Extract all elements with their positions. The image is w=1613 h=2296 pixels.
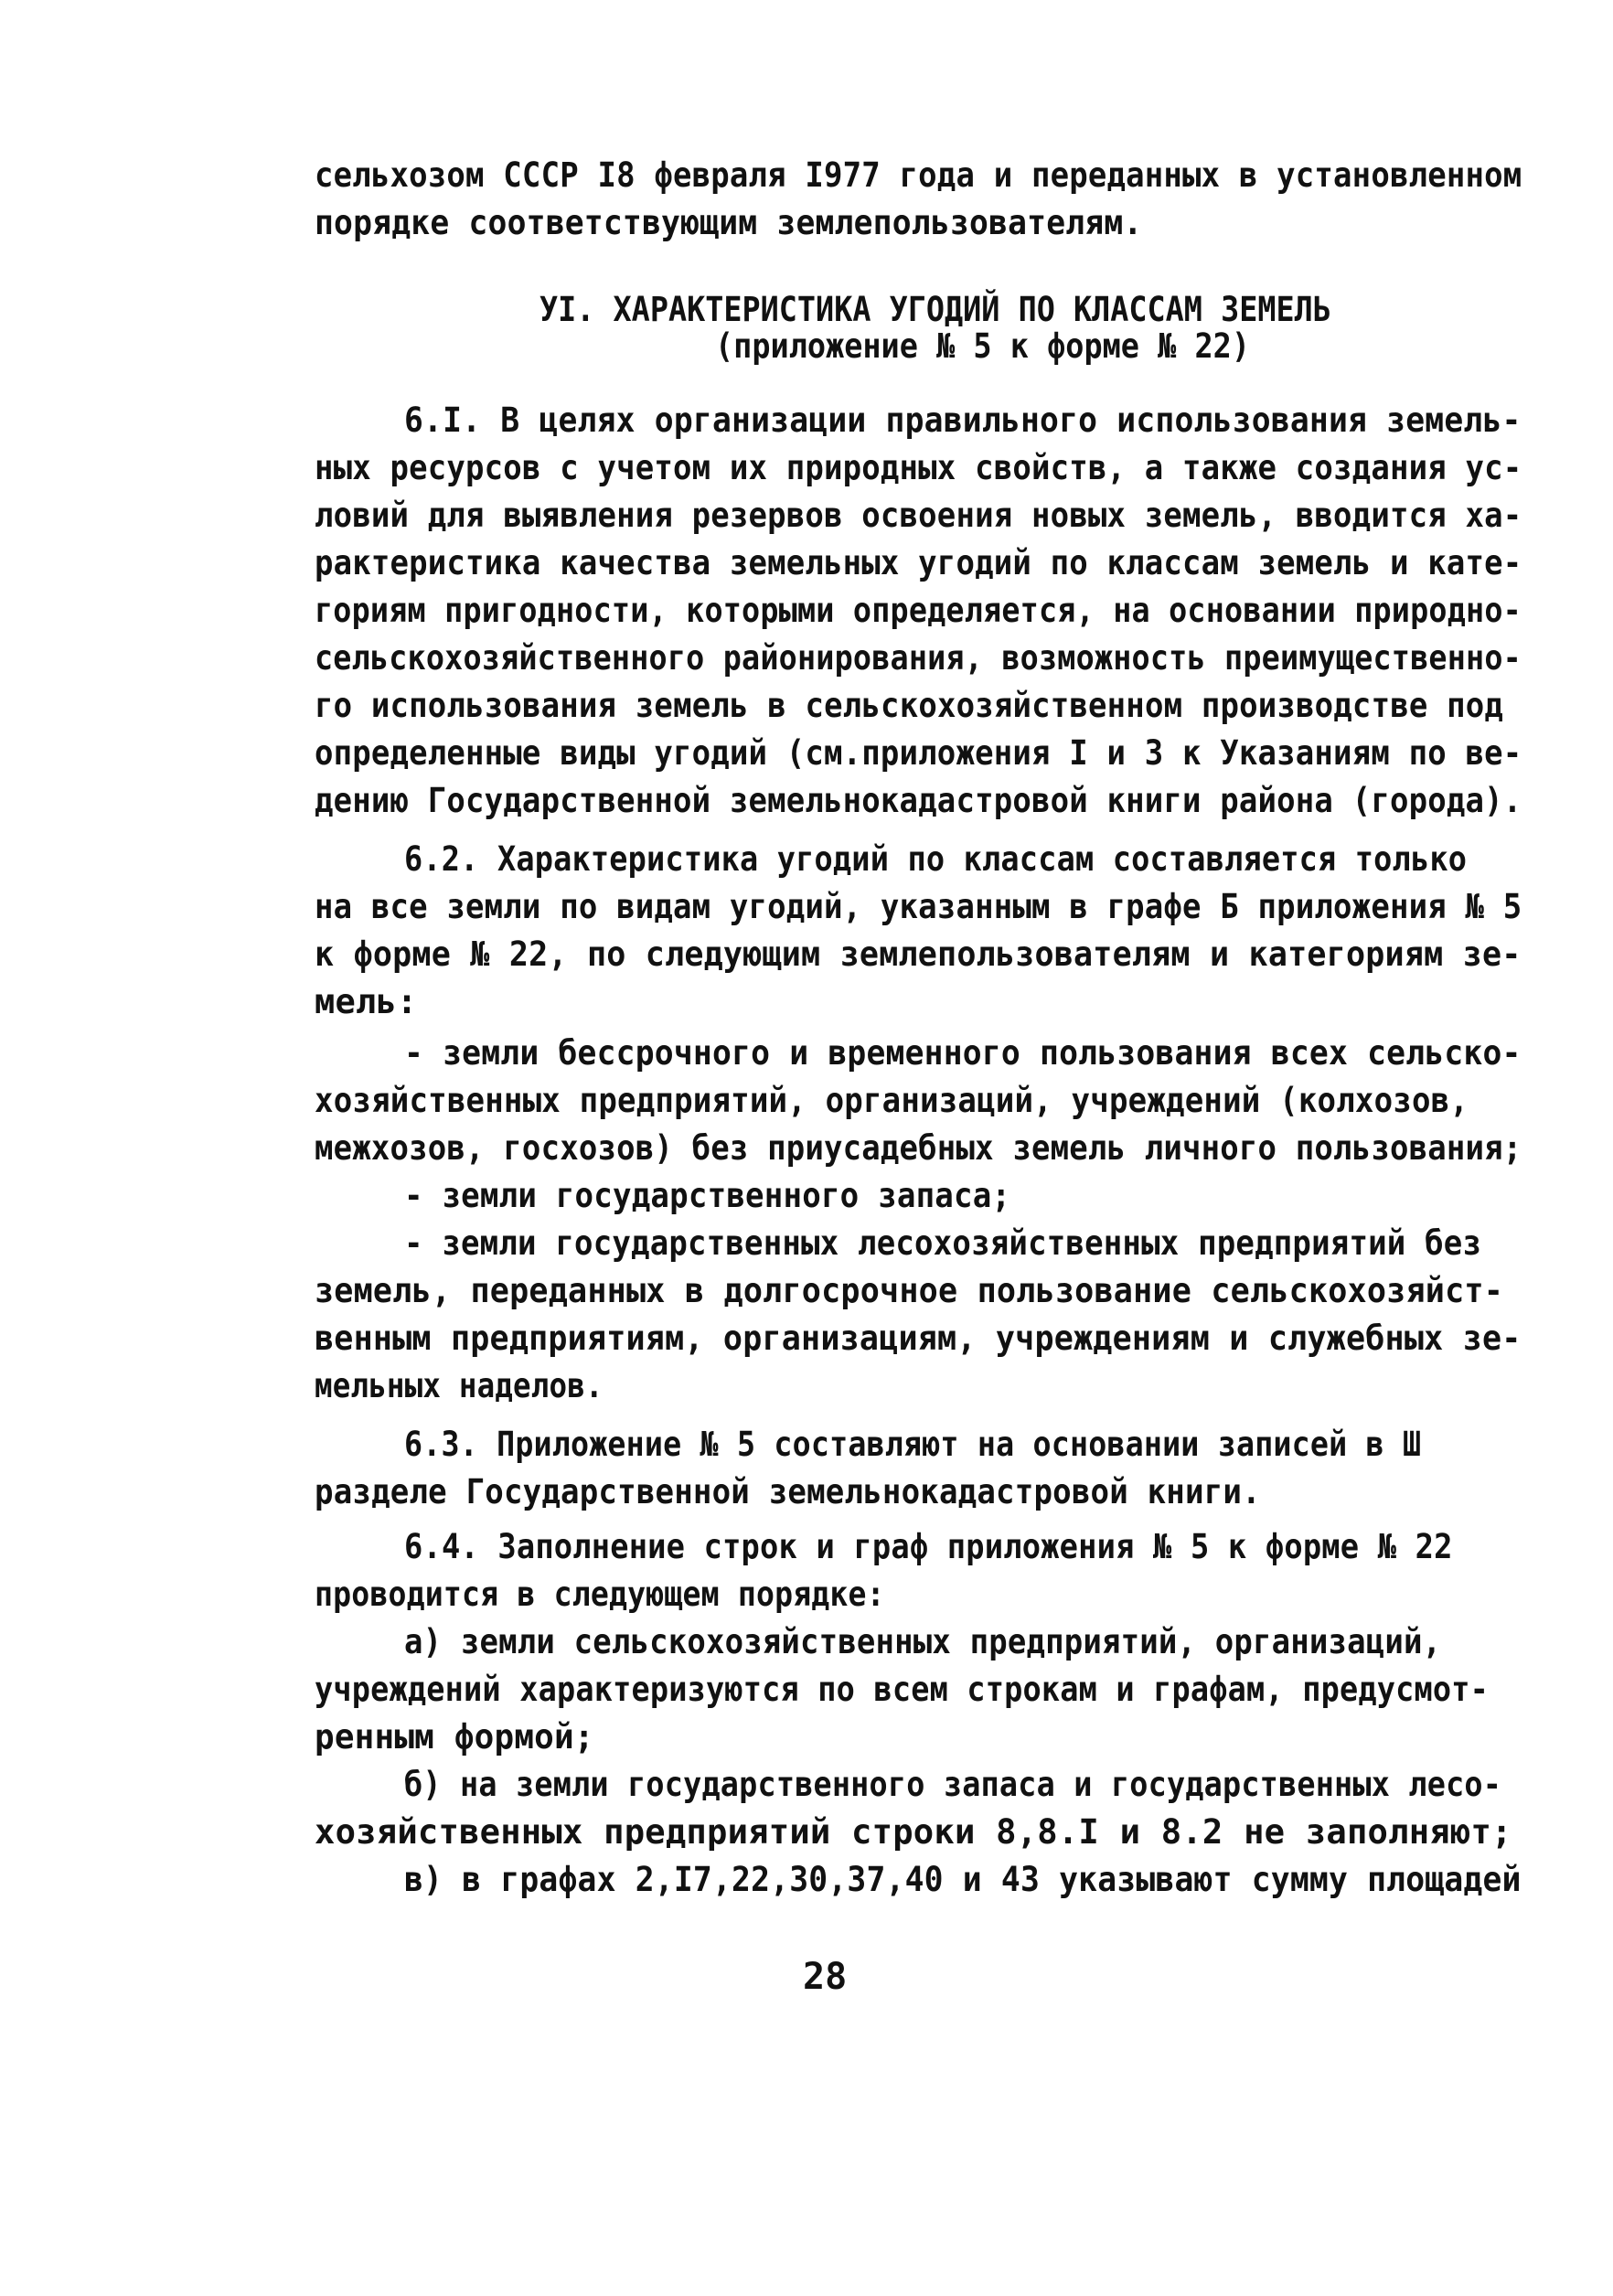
list-item-line: мельных наделов. — [315, 1366, 604, 1405]
intro-line: сельхозом СССР I8 февраля I977 года и переданных в установленном — [315, 155, 1522, 195]
paragraph-6-2-line: 6.2. Характеристика угодий по классам составляется только — [404, 839, 1468, 879]
paragraph-6-2-line: на все земли по видам угодий, указанным в графе Б приложения № 5 — [315, 887, 1522, 926]
paragraph-6-1-line: дению Государственной земельнокадастровой книги района (города). — [315, 781, 1522, 820]
paragraph-6-3-line: разделе Государственной земельнокадастровой книги. — [315, 1472, 1261, 1511]
list-item-line: - земли государственного запаса; — [404, 1176, 1011, 1215]
paragraph-6-1-line: гориям пригодности, которыми определяется, на основании природно- — [315, 591, 1522, 630]
list-item-line: хозяйственных предприятий, организаций, учреждений (колхозов, — [315, 1081, 1469, 1120]
section-heading-line-1: УI. ХАРАКТЕРИСТИКА УГОДИЙ ПО КЛАССАМ ЗЕМЕЛЬ — [539, 290, 1331, 329]
list-item-line: - земли государственных лесохозяйственных предприятий без — [404, 1223, 1482, 1263]
paragraph-6-1-line: го использования земель в сельскохозяйственном производстве под — [315, 686, 1504, 725]
list-item-line: - земли бессрочного и временного пользования всех сельско- — [404, 1033, 1522, 1073]
paragraph-6-3-line: 6.3. Приложение № 5 составляют на основании записей в Ш — [404, 1425, 1422, 1464]
list-item-line: межхозов, госхозов) без приусадебных земель личного пользования; — [315, 1128, 1522, 1168]
paragraph-6-1-line: 6.I. В целях организации правильного использования земель- — [404, 400, 1522, 440]
paragraph-6-1-line: определенные виды угодий (см.приложения I и 3 к Указаниям по ве- — [315, 733, 1522, 773]
paragraph-6-1-line: сельскохозяйственного районирования, возможность преимущественно- — [315, 638, 1522, 678]
paragraph-6-2-line: мель: — [315, 982, 418, 1021]
list-item-line: венным предприятиям, организациям, учреждениям и служебных зе- — [315, 1319, 1522, 1358]
paragraph-6-4-line: ренным формой; — [315, 1717, 594, 1757]
paragraph-6-1-line: ных ресурсов с учетом их природных свойств, а также создания ус- — [315, 448, 1522, 487]
paragraph-6-4-line: а) земли сельскохозяйственных предприятий, организаций, — [404, 1622, 1442, 1661]
list-item-line: земель, переданных в долгосрочное пользование сельскохозяйст- — [315, 1271, 1504, 1310]
paragraph-6-2-line: к форме № 22, по следующим землепользователям и категориям зе- — [315, 934, 1522, 974]
paragraph-6-4-line: в) в графах 2,I7,22,30,37,40 и 43 указывают сумму площадей — [404, 1860, 1522, 1899]
page-number: 28 — [803, 1956, 848, 1998]
intro-line: порядке соответствующим землепользователям. — [315, 203, 1143, 242]
paragraph-6-4-line: 6.4. Заполнение строк и граф приложения № 5 к форме № 22 — [404, 1527, 1453, 1566]
paragraph-6-1-line: ловий для выявления резервов освоения новых земель, вводится ха- — [315, 496, 1522, 535]
paragraph-6-4-line: хозяйственных предприятий строки 8,8.I и 8.2 не заполняют; — [315, 1812, 1512, 1852]
paragraph-6-1-line: рактеристика качества земельных угодий по классам земель и кате- — [315, 543, 1522, 582]
section-heading-line-2: (приложение № 5 к форме № 22) — [715, 326, 1251, 366]
paragraph-6-4-line: учреждений характеризуются по всем строкам и графам, предусмот- — [315, 1670, 1490, 1709]
paragraph-6-4-line: проводится в следующем порядке: — [315, 1575, 885, 1614]
paragraph-6-4-line: б) на земли государственного запаса и государственных лесо- — [404, 1765, 1502, 1804]
